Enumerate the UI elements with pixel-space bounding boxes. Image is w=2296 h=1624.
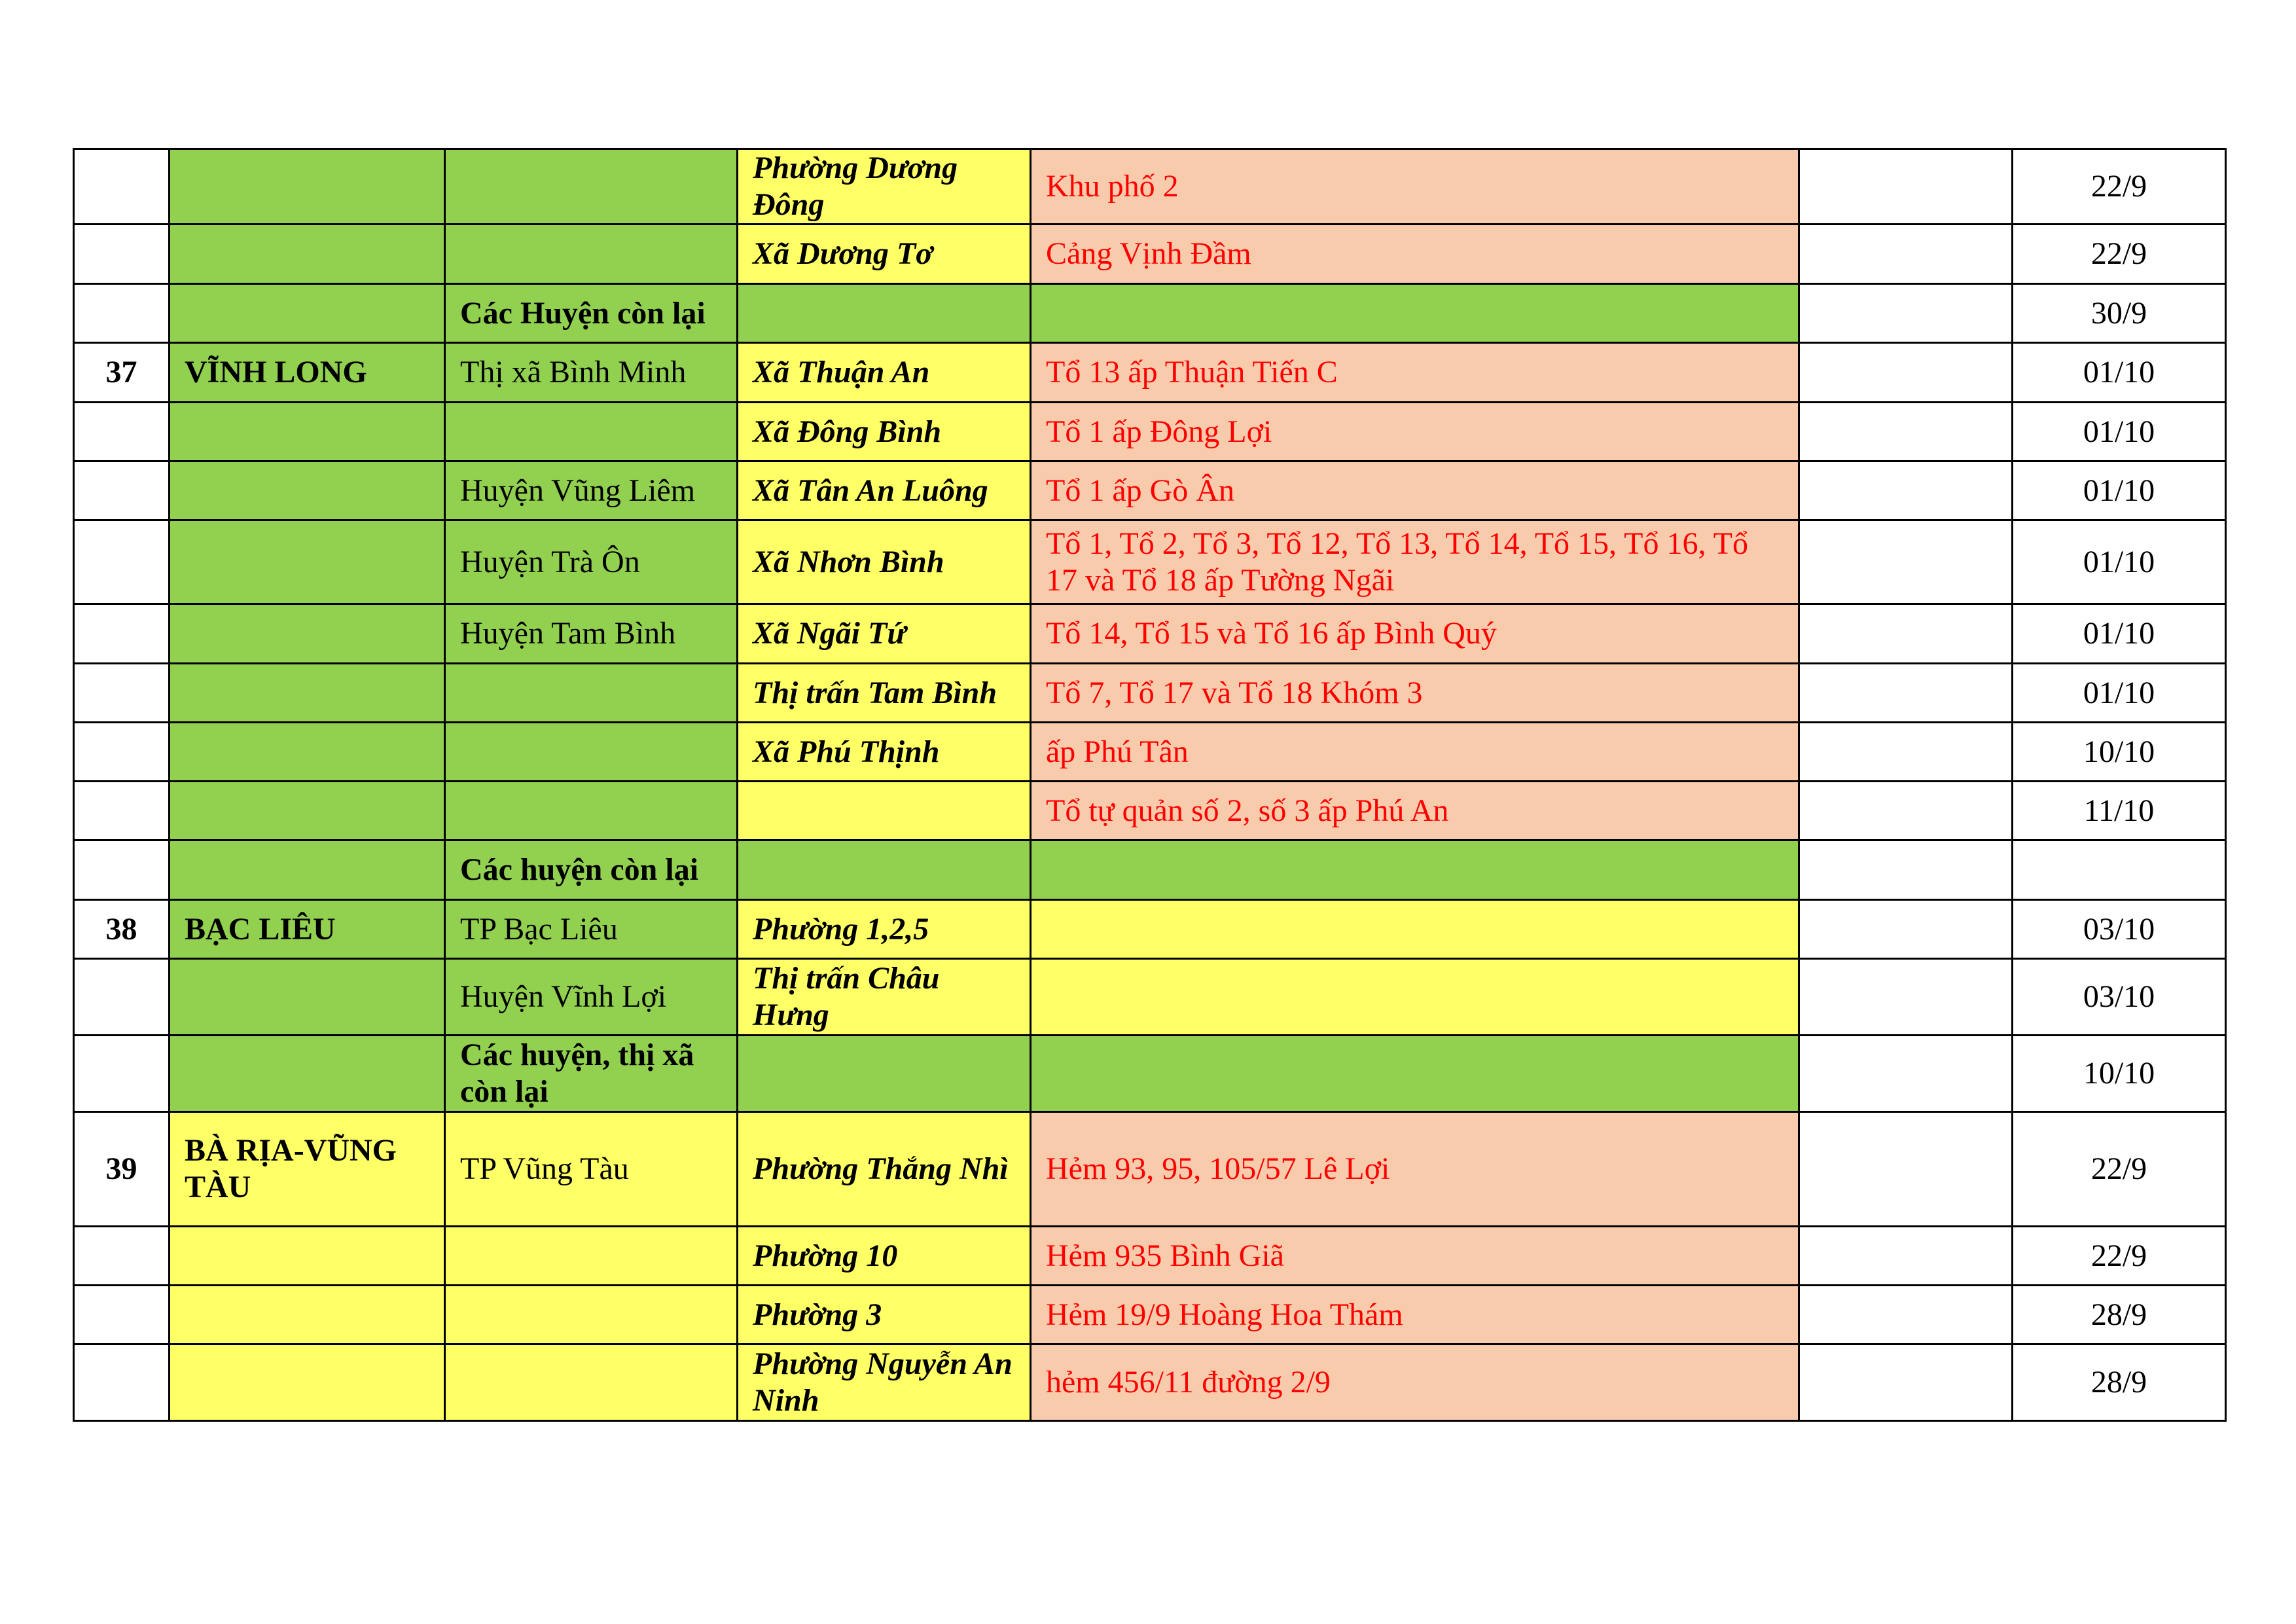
- table-row: [74, 343, 2226, 403]
- note-cell: [1799, 604, 2013, 664]
- province-cell: [170, 604, 445, 664]
- stt-cell: [74, 1036, 170, 1112]
- area-cell: Tổ tự quản số 2, số 3 ấp Phú An: [1031, 782, 1799, 840]
- date-cell: 22/9: [2013, 1227, 2226, 1286]
- ward-cell: Xã Thuận An: [738, 343, 1031, 403]
- district-cell: [445, 1227, 738, 1286]
- ward-cell: Phường Dương Đông: [738, 149, 1031, 225]
- date-cell: 03/10: [2013, 959, 2226, 1036]
- stt-cell: [74, 284, 170, 343]
- stt-cell: [74, 604, 170, 664]
- stt-cell: [74, 225, 170, 284]
- district-cell: [445, 225, 738, 284]
- ward-cell: [738, 782, 1031, 840]
- area-cell: ấp Phú Tân: [1031, 723, 1799, 782]
- area-cell: Tổ 13 ấp Thuận Tiến C: [1031, 343, 1799, 403]
- stt-cell: [74, 520, 170, 604]
- date-cell: 10/10: [2013, 723, 2226, 782]
- table-row: [74, 520, 2226, 604]
- date-cell: 01/10: [2013, 403, 2226, 461]
- ward-cell: Xã Dương Tơ: [738, 225, 1031, 284]
- district-cell: [445, 723, 738, 782]
- ward-cell: Thị trấn Tam Bình: [738, 664, 1031, 723]
- table-row: [74, 1286, 2226, 1344]
- note-cell: [1799, 1286, 2013, 1344]
- district-cell: Huyện Vũng Liêm: [445, 461, 738, 520]
- province-cell: [170, 1344, 445, 1421]
- table-row: [74, 959, 2226, 1036]
- province-cell: [170, 959, 445, 1036]
- date-cell: 10/10: [2013, 1036, 2226, 1112]
- district-cell: Các huyện còn lại: [445, 840, 738, 900]
- area-cell: [1031, 1036, 1799, 1112]
- table-row: [74, 1112, 2226, 1227]
- date-cell: 30/9: [2013, 284, 2226, 343]
- area-cell: hẻm 456/11 đường 2/9: [1031, 1344, 1799, 1421]
- note-cell: [1799, 520, 2013, 604]
- stt-cell: 38: [74, 900, 170, 959]
- table-row: [74, 723, 2226, 782]
- area-cell: [1031, 959, 1799, 1036]
- area-cell: [1031, 284, 1799, 343]
- date-cell: 01/10: [2013, 461, 2226, 520]
- stt-cell: [74, 723, 170, 782]
- ward-cell: Phường Thắng Nhì: [738, 1112, 1031, 1227]
- district-cell: Thị xã Bình Minh: [445, 343, 738, 403]
- note-cell: [1799, 723, 2013, 782]
- date-cell: 01/10: [2013, 520, 2226, 604]
- province-cell: [170, 284, 445, 343]
- note-cell: [1799, 1227, 2013, 1286]
- date-cell: 22/9: [2013, 149, 2226, 225]
- district-cell: Huyện Vĩnh Lợi: [445, 959, 738, 1036]
- table-row: [74, 1227, 2226, 1286]
- area-cell: Tổ 1 ấp Gò Ân: [1031, 461, 1799, 520]
- ward-cell: Xã Đông Bình: [738, 403, 1031, 461]
- date-cell: 01/10: [2013, 664, 2226, 723]
- date-cell: 22/9: [2013, 225, 2226, 284]
- ward-cell: Xã Phú Thịnh: [738, 723, 1031, 782]
- area-cell: Tổ 1, Tổ 2, Tổ 3, Tổ 12, Tổ 13, Tổ 14, Tổ 15, Tổ 16, Tổ 17 và Tổ 18 ấp Tường Ngãi: [1031, 520, 1799, 604]
- note-cell: [1799, 1036, 2013, 1112]
- note-cell: [1799, 664, 2013, 723]
- province-cell: VĨNH LONG: [170, 343, 445, 403]
- area-cell: Hẻm 935 Bình Giã: [1031, 1227, 1799, 1286]
- province-cell: [170, 782, 445, 840]
- area-cell: Tổ 1 ấp Đông Lợi: [1031, 403, 1799, 461]
- note-cell: [1799, 1344, 2013, 1421]
- note-cell: [1799, 461, 2013, 520]
- date-cell: 28/9: [2013, 1286, 2226, 1344]
- province-cell: [170, 840, 445, 900]
- ward-cell: Phường 10: [738, 1227, 1031, 1286]
- district-cell: [445, 403, 738, 461]
- schedule-table: [73, 148, 2227, 1422]
- note-cell: [1799, 1112, 2013, 1227]
- province-cell: BÀ RỊA-VŨNG TÀU: [170, 1112, 445, 1227]
- district-cell: [445, 149, 738, 225]
- note-cell: [1799, 343, 2013, 403]
- ward-cell: [738, 840, 1031, 900]
- area-cell: Tổ 7, Tổ 17 và Tổ 18 Khóm 3: [1031, 664, 1799, 723]
- ward-cell: Xã Nhơn Bình: [738, 520, 1031, 604]
- province-cell: [170, 461, 445, 520]
- district-cell: Huyện Tam Bình: [445, 604, 738, 664]
- area-cell: Hẻm 93, 95, 105/57 Lê Lợi: [1031, 1112, 1799, 1227]
- district-cell: Các Huyện còn lại: [445, 284, 738, 343]
- province-cell: [170, 1227, 445, 1286]
- table-row: [74, 284, 2226, 343]
- table-row: [74, 403, 2226, 461]
- note-cell: [1799, 284, 2013, 343]
- district-cell: Các huyện, thị xã còn lại: [445, 1036, 738, 1112]
- ward-cell: [738, 284, 1031, 343]
- area-cell: Cảng Vịnh Đầm: [1031, 225, 1799, 284]
- stt-cell: [74, 840, 170, 900]
- district-cell: TP Vũng Tàu: [445, 1112, 738, 1227]
- ward-cell: Xã Ngãi Tứ: [738, 604, 1031, 664]
- note-cell: [1799, 959, 2013, 1036]
- district-cell: [445, 1286, 738, 1344]
- ward-cell: Phường 3: [738, 1286, 1031, 1344]
- stt-cell: [74, 664, 170, 723]
- table-row: [74, 664, 2226, 723]
- district-cell: [445, 1344, 738, 1421]
- date-cell: 01/10: [2013, 343, 2226, 403]
- stt-cell: [74, 1344, 170, 1421]
- table-row: [74, 782, 2226, 840]
- note-cell: [1799, 225, 2013, 284]
- ward-cell: Thị trấn Châu Hưng: [738, 959, 1031, 1036]
- stt-cell: [74, 959, 170, 1036]
- ward-cell: Phường 1,2,5: [738, 900, 1031, 959]
- area-cell: Hẻm 19/9 Hoàng Hoa Thám: [1031, 1286, 1799, 1344]
- province-cell: BẠC LIÊU: [170, 900, 445, 959]
- area-cell: Tổ 14, Tổ 15 và Tổ 16 ấp Bình Quý: [1031, 604, 1799, 664]
- stt-cell: [74, 1227, 170, 1286]
- district-cell: [445, 782, 738, 840]
- stt-cell: 37: [74, 343, 170, 403]
- area-cell: [1031, 840, 1799, 900]
- table-row: [74, 840, 2226, 900]
- province-cell: [170, 520, 445, 604]
- table-row: [74, 225, 2226, 284]
- date-cell: 28/9: [2013, 1344, 2226, 1421]
- table-row: [74, 604, 2226, 664]
- province-cell: [170, 664, 445, 723]
- date-cell: 22/9: [2013, 1112, 2226, 1227]
- stt-cell: [74, 1286, 170, 1344]
- stt-cell: [74, 403, 170, 461]
- province-cell: [170, 403, 445, 461]
- province-cell: [170, 149, 445, 225]
- ward-cell: Phường Nguyễn An Ninh: [738, 1344, 1031, 1421]
- table-row: [74, 1036, 2226, 1112]
- note-cell: [1799, 840, 2013, 900]
- province-cell: [170, 1036, 445, 1112]
- district-cell: [445, 664, 738, 723]
- table-row: [74, 461, 2226, 520]
- stt-cell: 39: [74, 1112, 170, 1227]
- table-row: [74, 1344, 2226, 1421]
- area-cell: Khu phố 2: [1031, 149, 1799, 225]
- note-cell: [1799, 782, 2013, 840]
- note-cell: [1799, 900, 2013, 959]
- province-cell: [170, 723, 445, 782]
- note-cell: [1799, 149, 2013, 225]
- province-cell: [170, 225, 445, 284]
- table-body: [74, 149, 2226, 1421]
- note-cell: [1799, 403, 2013, 461]
- stt-cell: [74, 461, 170, 520]
- stt-cell: [74, 149, 170, 225]
- table-row: [74, 900, 2226, 959]
- date-cell: 11/10: [2013, 782, 2226, 840]
- date-cell: 03/10: [2013, 900, 2226, 959]
- area-cell: [1031, 900, 1799, 959]
- district-cell: Huyện Trà Ôn: [445, 520, 738, 604]
- table-row: [74, 149, 2226, 225]
- province-cell: [170, 1286, 445, 1344]
- ward-cell: [738, 1036, 1031, 1112]
- stt-cell: [74, 782, 170, 840]
- date-cell: 01/10: [2013, 604, 2226, 664]
- ward-cell: Xã Tân An Luông: [738, 461, 1031, 520]
- district-cell: TP Bạc Liêu: [445, 900, 738, 959]
- date-cell: [2013, 840, 2226, 900]
